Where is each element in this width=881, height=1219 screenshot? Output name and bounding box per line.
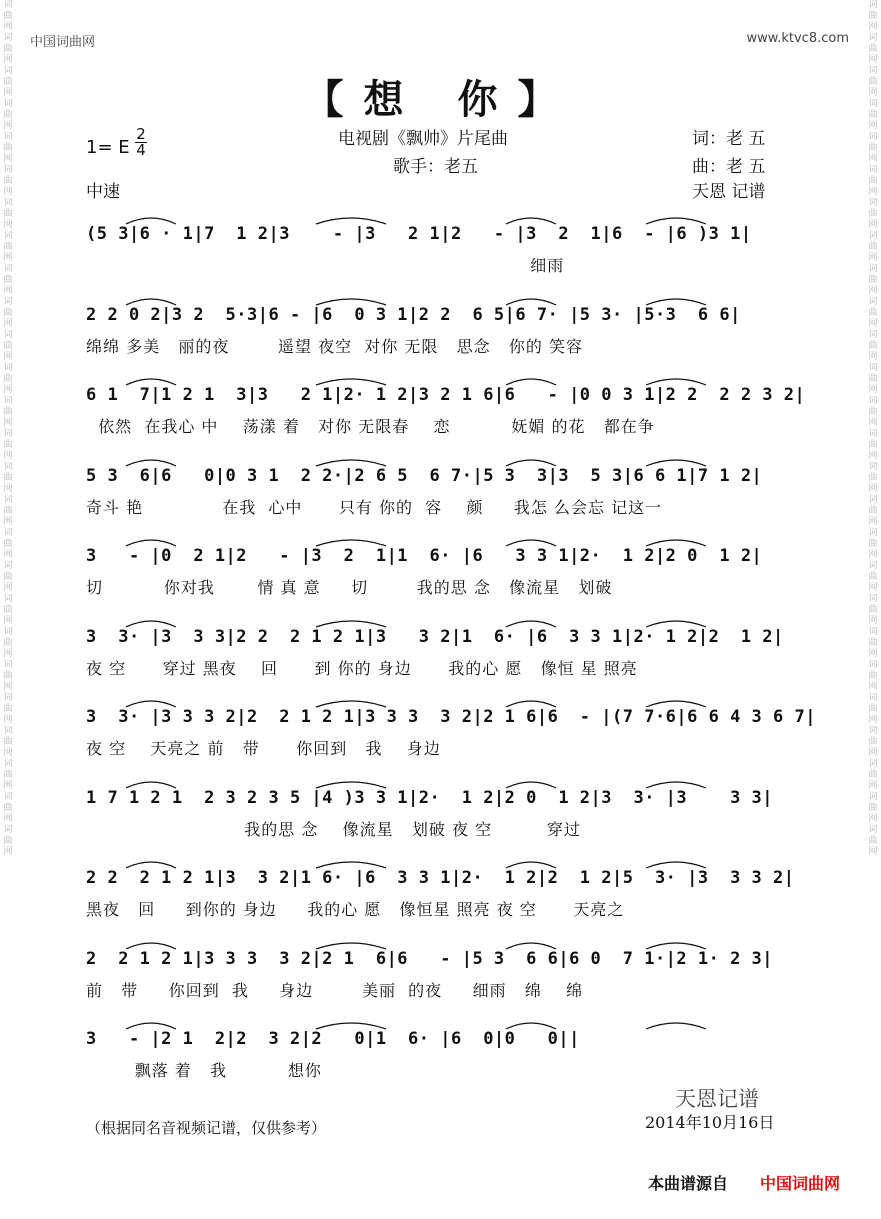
song-title: 【想 你】 bbox=[303, 77, 578, 123]
slur-arc bbox=[126, 218, 176, 224]
site-url-right: www.ktvc8.com bbox=[746, 31, 849, 46]
slur-arc bbox=[646, 379, 706, 385]
slur-arc bbox=[126, 299, 176, 305]
tempo: 中速 bbox=[86, 182, 120, 202]
notation-line: 2 2 2 1 2 1|3 3 2|1 6· |6 3 3 1|2· 1 2|2 1 2|5 3· |3 3 3 2| bbox=[86, 868, 795, 888]
lyric-line: 奇斗 艳 在我 心中 只有 你的 容 颜 我怎 么会忘 记这一 bbox=[86, 497, 663, 517]
slur-marks bbox=[86, 856, 791, 870]
slur-arc bbox=[126, 1023, 176, 1029]
notation-line: 1 7 1 2 1 2 3 2 3 5 |4 )3 3 1|2· 1 2|2 0 1 2|3 3· |3 3 3| bbox=[86, 787, 774, 808]
slur-arc bbox=[316, 379, 386, 385]
slur-arc bbox=[126, 540, 176, 546]
slur-arc bbox=[506, 943, 556, 949]
slur-arc bbox=[316, 540, 386, 546]
site-name-left: 中国词曲网 bbox=[30, 35, 96, 50]
date: 2014年10月16日 bbox=[645, 1113, 775, 1132]
subtitle: 电视剧《飘帅》片尾曲 bbox=[338, 129, 508, 149]
time-top: 2 bbox=[136, 125, 146, 143]
notation-line: 5 3 6|6 0|0 3 1 2 2·|2 6 5 6 7·|5 3 3|3 5 3|6 6 1|7 1 2| bbox=[86, 465, 763, 486]
slur-arc bbox=[646, 299, 706, 305]
lyric-line: 绵绵 多美 丽的夜 遥望 夜空 对你 无限 思念 你的 笑容 bbox=[86, 336, 583, 356]
slur-arc bbox=[316, 1023, 386, 1029]
source-site-link[interactable]: 中国词曲网 bbox=[760, 1174, 841, 1193]
slur-arc bbox=[646, 621, 706, 627]
slur-arc bbox=[316, 621, 386, 627]
notation-line: (5 3|6 · 1|7 1 2|3 - |3 2 1|2 - |3 2 1|6 - |6 )3 1| bbox=[86, 224, 752, 244]
slur-arc bbox=[126, 701, 176, 707]
notation-line: 2 2 0 2|3 2 5·3|6 - |6 0 3 1|2 2 6 5|6 7· |5 3· |5·3 6 6| bbox=[86, 304, 741, 325]
slur-marks bbox=[86, 695, 791, 709]
slur-arc bbox=[506, 460, 556, 466]
slur-arc bbox=[126, 862, 176, 868]
slur-arc bbox=[646, 782, 706, 788]
left-watermark: 词曲网词曲网词曲网词曲网词曲网词曲网词曲网词曲网词曲网词曲网词曲网词曲网词曲网词曲网词曲网词曲网词曲网词曲网词曲网词曲网词曲网词曲网词曲网词曲网词曲网词曲网 bbox=[3, 0, 13, 857]
slur-marks bbox=[86, 212, 791, 226]
slur-arc bbox=[506, 782, 556, 788]
lyric-line: 黑夜 回 到你的 身边 我的心 愿 像恒星 照亮 夜 空 天亮之 bbox=[86, 900, 625, 919]
slur-arc bbox=[506, 701, 556, 707]
slur-arc bbox=[506, 540, 556, 546]
footer-note: （根据同名音视频记谱，仅供参考） bbox=[86, 1119, 327, 1137]
slur-arc bbox=[316, 218, 386, 224]
slur-arc bbox=[506, 299, 556, 305]
time-bottom: 4 bbox=[136, 141, 146, 159]
slur-arc bbox=[316, 943, 386, 949]
source-label: 本曲谱源自 bbox=[648, 1174, 729, 1193]
lyric-line: 我的思 念 像流星 划破 夜 空 穿过 bbox=[86, 819, 581, 839]
lyric-line: 夜 空 穿过 黑夜 回 到 你的 身边 我的心 愿 像恒 星 照亮 bbox=[86, 658, 638, 678]
right-watermark: 词曲网词曲网词曲网词曲网词曲网词曲网词曲网词曲网词曲网词曲网词曲网词曲网词曲网词曲网词曲网词曲网词曲网词曲网词曲网词曲网词曲网词曲网词曲网词曲网词曲网词曲网 bbox=[868, 0, 878, 857]
slur-marks bbox=[86, 534, 791, 548]
slur-arc bbox=[506, 862, 556, 868]
lyric-line: 依然 在我心 中 荡漾 着 对你 无限春 恋 妩媚 的花 都在争 bbox=[86, 417, 655, 436]
slur-arc bbox=[646, 1023, 706, 1029]
slur-arc bbox=[126, 379, 176, 385]
lyric-line: 切 你对我 情 真 意 切 我的思 念 像流星 划破 bbox=[86, 578, 613, 597]
slur-arc bbox=[646, 943, 706, 949]
slur-arc bbox=[646, 540, 706, 546]
notation-line: 3 3· |3 3 3 2|2 2 1 2 1|3 3 3 3 2|2 1 6|6 - |(7 7·6|6 6 4 3 6 7| bbox=[86, 707, 816, 727]
notation-line: 6 1 7|1 2 1 3|3 2 1|2· 1 2|3 2 1 6|6 - |0 0 3 1|2 2 2 2 3 2| bbox=[86, 385, 806, 405]
slur-arc bbox=[316, 782, 386, 788]
slur-arc bbox=[316, 701, 386, 707]
slur-arc bbox=[316, 299, 386, 305]
key-signature: 1= E bbox=[86, 137, 130, 158]
time-signature bbox=[135, 127, 147, 158]
signature: 天恩记谱 bbox=[675, 1087, 759, 1111]
transcriber: 天恩 记谱 bbox=[692, 182, 766, 202]
slur-arc bbox=[126, 943, 176, 949]
slur-marks bbox=[86, 1017, 791, 1031]
notation-line: 3 - |2 1 2|2 3 2|2 0|1 6· |6 0|0 0|| bbox=[86, 1029, 580, 1049]
slur-marks bbox=[86, 937, 791, 951]
slur-arc bbox=[316, 460, 386, 466]
slur-marks bbox=[86, 373, 791, 387]
slur-arc bbox=[506, 1023, 556, 1029]
notation-line: 2 2 1 2 1|3 3 3 3 2|2 1 6|6 - |5 3 6 6|6 0 7 1·|2 1· 2 3| bbox=[86, 948, 774, 969]
slur-arc bbox=[646, 862, 706, 868]
slur-marks bbox=[86, 776, 791, 790]
slur-arc bbox=[506, 379, 556, 385]
slur-marks bbox=[86, 454, 791, 468]
slur-arc bbox=[126, 460, 176, 466]
slur-arc bbox=[646, 460, 706, 466]
slur-arc bbox=[126, 621, 176, 627]
lyric-line: 细雨 bbox=[86, 256, 565, 275]
notation-line: 3 - |0 2 1|2 - |3 2 1|1 6· |6 3 3 1|2· 1 2|2 0 1 2| bbox=[86, 546, 763, 566]
composer: 曲：老 五 bbox=[692, 157, 766, 177]
slur-arc bbox=[126, 782, 176, 788]
lyricist: 词：老 五 bbox=[692, 129, 766, 149]
slur-marks bbox=[86, 615, 791, 629]
slur-arc bbox=[506, 218, 556, 224]
lyric-line: 前 带 你回到 我 身边 美丽 的夜 细雨 绵 绵 bbox=[86, 980, 584, 1000]
singer: 歌手：老五 bbox=[393, 157, 478, 177]
slur-arc bbox=[646, 701, 706, 707]
lyric-line: 飘落 着 我 想你 bbox=[86, 1061, 322, 1080]
notation-line: 3 3· |3 3 3|2 2 2 1 2 1|3 3 2|1 6· |6 3 3 1|2· 1 2|2 1 2| bbox=[86, 626, 784, 647]
lyric-line: 夜 空 天亮之 前 带 你回到 我 身边 bbox=[86, 739, 441, 758]
slur-arc bbox=[506, 621, 556, 627]
slur-arc bbox=[646, 218, 706, 224]
slur-arc bbox=[316, 862, 386, 868]
slur-marks bbox=[86, 293, 791, 307]
